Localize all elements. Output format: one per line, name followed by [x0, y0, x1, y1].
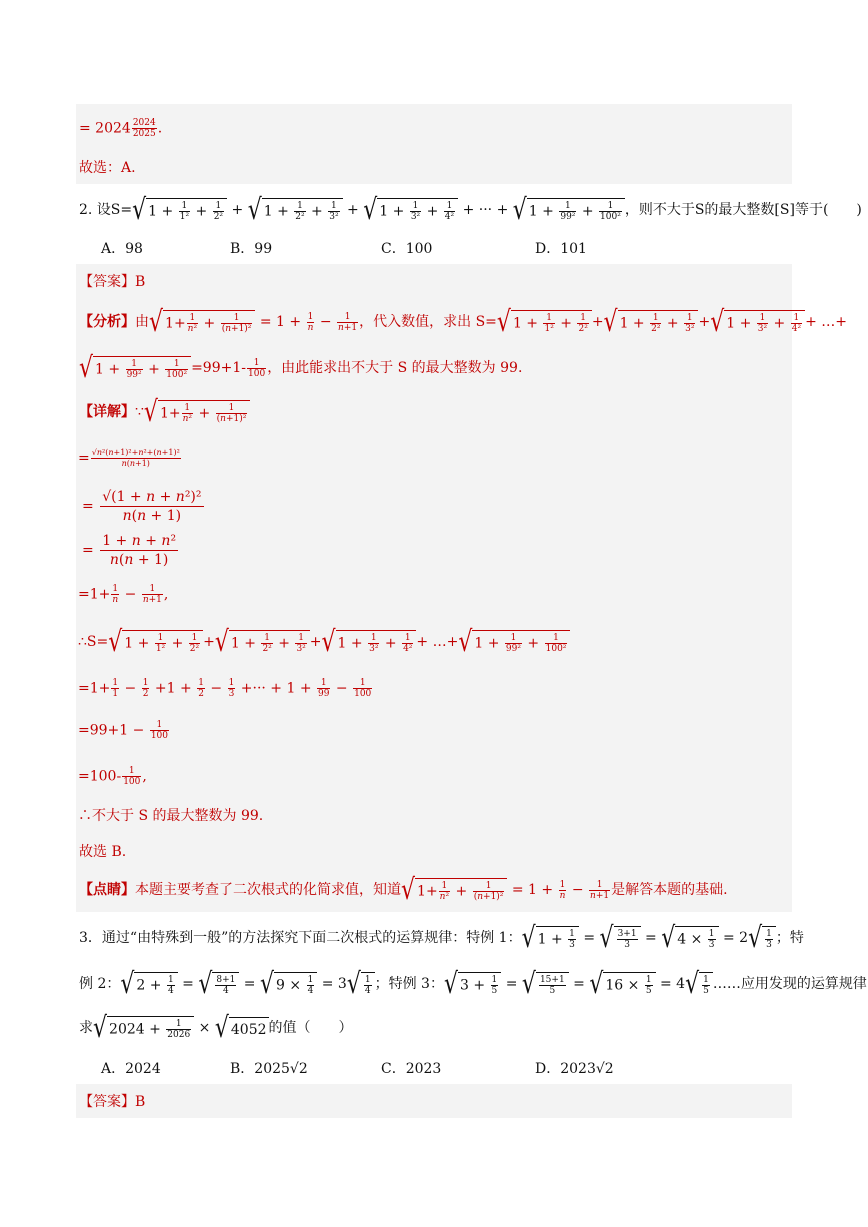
- top-choice: 故选：A.: [79, 160, 136, 176]
- q3-line1-text: 3．通过“由特殊到一般”的方法探究下面二次根式的运算规律：特例 1：: [79, 930, 522, 946]
- q3-line2-end: ……应用发现的运算规律: [712, 976, 867, 992]
- q2-step8: =100- $\frac{1}{100}$ ,: [78, 766, 147, 787]
- q2-stem-suffix: ，则不大于S的最大整数[S]等于( ): [624, 202, 862, 218]
- q3-line3-end: 的值（ ）: [268, 1020, 353, 1036]
- detail-label: 【详解】: [79, 404, 135, 420]
- q2-option-b: B．99: [230, 241, 273, 257]
- step-eq1: =: [78, 450, 90, 467]
- q2-analysis-line2: √ 1 + $\frac{1}{\text{99²}}$ + $\frac{1}{\text{100²}}$ =99+1- $\frac{1}{100}$ ，由此能求出不大于 S 的最大整数为 99.: [79, 352, 523, 385]
- step-eq4: =1+: [78, 586, 111, 603]
- q3-answer: 【答案】B: [79, 1094, 146, 1110]
- q2-step7: =99+1 − $\frac{1}{100}$: [78, 720, 169, 741]
- analysis-text1: 由: [135, 314, 149, 330]
- top-result-fraction: $\frac{2024}{2025}$: [132, 118, 156, 139]
- q3-line3: 求√ 2024 + $\frac{1}{2026}$ × √ 4052 的值（ ）: [79, 1011, 353, 1045]
- detail-because: ∵: [135, 404, 144, 420]
- q3-line1-end: ；特: [775, 930, 804, 946]
- top-result: [79, 118, 162, 139]
- comment-text2: 是解答本题的基础.: [611, 882, 728, 898]
- q2-step1: = $\frac{\text{√n²(n+1)²+n²+(n+1)²}}{n(n+1)}$: [78, 448, 180, 468]
- q2-conclusion: ∴不大于 S 的最大整数为 99.: [78, 808, 264, 824]
- step-eq3: =: [82, 542, 94, 559]
- q2-stem-prefix: 2. 设S=: [79, 202, 133, 218]
- step-therefore: ∴S=: [78, 634, 109, 650]
- shade-top: [76, 104, 792, 184]
- step-1002: =100-: [78, 768, 122, 785]
- analysis-text2: = 1 +: [259, 314, 302, 330]
- q2-step3: = $\frac{\text{1 + n + n²}}{n(n + 1)}$: [82, 533, 177, 568]
- comment-label: 【点睛】: [79, 882, 135, 898]
- q2-step2: = $\frac{\text{√(1 + n + n²)²}}{n(n + 1)}$: [82, 489, 202, 524]
- q3-line3-start: 求: [79, 1020, 93, 1036]
- q2-option-c: C．100: [381, 241, 433, 257]
- analysis-label: 【分析】: [79, 314, 135, 330]
- comment-text1: 本题主要考查了二次根式的化简求值，知道: [135, 882, 401, 898]
- q2-stem-radical: √ 1 + $\frac{1}{\text{1²}}$ + $\frac{1}{\text{2²}}$: [132, 198, 227, 222]
- step-992: =99+1 −: [78, 722, 145, 739]
- q2-stem: 2. 设S=√ 1 + $\frac{1}{\text{1²}}$ + $\frac{1}{\text{2²}}$ + √ 1 + $\frac{1}{\text{2²}}$ + $\frac{1}{\text{3²}}$ + √ 1 + $\frac{1}{\text{3²}}$ + $\frac{1}{\text{4²}}$ + ··· + √ 1 + $\frac{1}{\text{99²}}$ + $\frac{1}{\text{100²}}$ ，则不大于S的最大整数[S]等于( ): [79, 194, 862, 227]
- top-result-suffix: .: [157, 120, 163, 137]
- step-eq2: =: [82, 498, 94, 515]
- q2-option-a: A．98: [101, 241, 143, 257]
- q3-option-c: C．2023: [381, 1061, 442, 1077]
- q2-detail-line: 【详解】∵√ 1+ $\frac{1}{\text{n²}}$ + $\frac{1}{\text{(n+1)²}}$: [79, 400, 250, 424]
- q2-step4: =1+ $\frac{1}{n}$ − $\frac{1}{n+1}$ ,: [78, 584, 169, 605]
- q3-line2: 例 2：√ 2 + $\frac{1}{4}$ = √ $\frac{8+1}{4}$ = √ 9 × $\frac{1}{4}$ = 3√ $\frac{1}{4}$ ；特例 3：√ 3 + $\frac{1}{5}$ = √ $\frac{15+1}{5}$ = √ 16 × $\frac{1}{5}$ = 4√ $\frac{1}{5}$ ……应用发现的运算规律: [79, 968, 867, 1001]
- q2-step6: =1+ $\frac{1}{1}$ − $\frac{1}{2}$ +1 + $\frac{1}{2}$ − $\frac{1}{3}$ +··· + 1 + $\frac{1}{99}$ − $\frac{1}{100}$: [78, 678, 372, 699]
- q3-line2-mid: ；特例 3：: [374, 976, 444, 992]
- q2-comment: 【点睛】本题主要考查了二次根式的化简求值，知道√ 1+ $\frac{1}{\text{n²}}$ + $\frac{1}{\text{(n+1)²}}$ = 1 + $\frac{1}{n}$ − $\frac{1}{n+1}$ 是解答本题的基础.: [79, 874, 728, 907]
- step-sum: =1+: [78, 680, 111, 697]
- q2-option-d: D．101: [535, 241, 587, 257]
- top-result-prefix: = 2024: [79, 120, 131, 137]
- q2-choice: 故选 B.: [79, 844, 127, 860]
- q2-answer: 【答案】B: [79, 274, 146, 290]
- q3-line2-start: 例 2：: [79, 976, 121, 992]
- shade-answer3: [76, 1084, 792, 1118]
- q2-step5: ∴S=√ 1 + $\frac{1}{\text{1²}}$ + $\frac{1}{\text{2²}}$ +√ 1 + $\frac{1}{\text{2²}}$ + $\frac{1}{\text{3²}}$ +√ 1 + $\frac{1}{\text{3²}}$ + $\frac{1}{\text{4²}}$ + …+√ 1 + $\frac{1}{\text{99²}}$ + $\frac{1}{\text{100²}}$: [78, 630, 570, 654]
- q3-line1: 3．通过“由特殊到一般”的方法探究下面二次根式的运算规律：特例 1：√ 1 + $\frac{1}{3}$ = √ $\frac{3+1}{3}$ = √ 4 × $\frac{1}{3}$ = 2√ $\frac{1}{3}$ ；特: [79, 922, 804, 955]
- analysis-text4: =99+1-: [191, 360, 246, 376]
- analysis-text5: ，由此能求出不大于 S 的最大整数为 99.: [267, 360, 523, 376]
- q3-option-d: D．2023√2: [535, 1061, 614, 1077]
- q3-option-b: B．2025√2: [230, 1061, 308, 1077]
- q3-option-a: A．2024: [101, 1061, 161, 1077]
- q2-analysis-line1: 【分析】由√ 1+ $\frac{1}{\text{n²}}$ + $\frac{1}{\text{(n+1)²}}$ = 1 + $\frac{1}{n}$ − $\frac{1}{n+1}$ ，代入数值，求出 S=√ 1 + $\frac{1}{\text{1²}}$ + $\frac{1}{\text{2²}}$ +√ 1 + $\frac{1}{\text{2²}}$ + $\frac{1}{\text{3²}}$ +√ 1 + $\frac{1}{\text{3²}}$ + $\frac{1}{\text{4²}}$ + …+: [79, 306, 848, 339]
- analysis-text3: ，代入数值，求出 S=: [359, 314, 497, 330]
